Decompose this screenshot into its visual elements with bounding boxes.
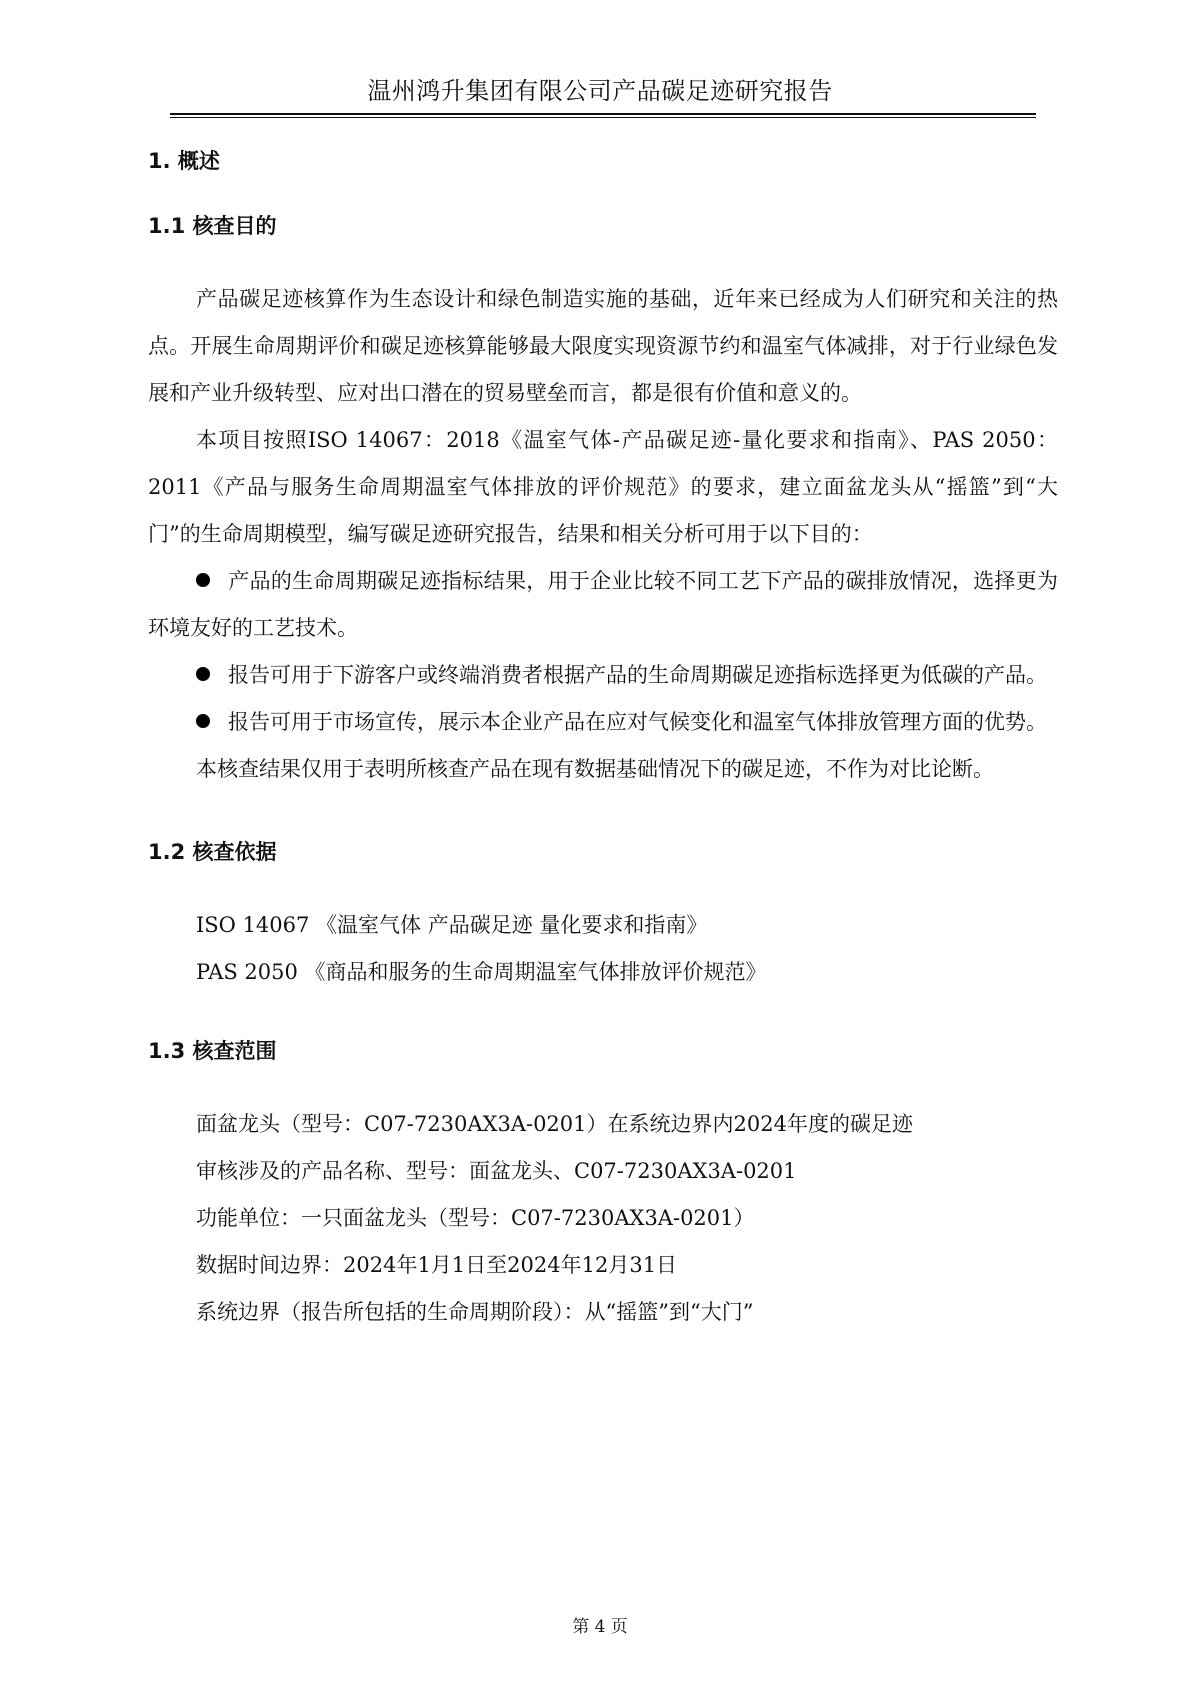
section-1-1-heading: 1.1 核查目的	[148, 214, 277, 238]
bullet-dot-icon	[196, 573, 210, 587]
page-content	[148, 146, 1058, 1336]
section-1-2-heading: 1.2 核查依据	[148, 840, 277, 864]
scope-line-functional-unit: 功能单位：一只面盆龙头（型号：C07-7230AX3A-0201）	[196, 1206, 755, 1230]
page-number: 第 4 页	[572, 1617, 628, 1637]
bullet-dot-icon	[196, 667, 210, 681]
reference-iso-14067: ISO 14067 《温室气体 产品碳足迹 量化要求和指南》	[196, 913, 708, 937]
header-rule	[170, 113, 1036, 118]
purpose-closing-paragraph: 本核查结果仅用于表明所核查产品在现有数据基础情况下的碳足迹，不作为对比论断。	[196, 757, 994, 781]
purpose-bullet-2-text: 报告可用于下游客户或终端消费者根据产品的生命周期碳足迹指标选择更为低碳的产品。	[228, 663, 1047, 687]
scope-line-time-boundary: 数据时间边界：2024年1月1日至2024年12月31日	[196, 1253, 678, 1277]
scope-line-product: 面盆龙头（型号：C07-7230AX3A-0201）在系统边界内2024年度的碳足迹	[196, 1112, 913, 1136]
purpose-bullet-3-text: 报告可用于市场宣传，展示本企业产品在应对气候变化和温室气体排放管理方面的优势。	[228, 710, 1047, 734]
purpose-paragraph-2: 本项目按照ISO 14067：2018《温室气体-产品碳足迹-量化要求和指南》、PAS 2050：2011《产品与服务生命周期温室气体排放的评价规范》的要求，建立面盆龙头从“摇篮”到“大门”的生命周期模型，编写碳足迹研究报告，结果和相关分析可用于以下目的：	[148, 428, 1058, 546]
scope-line-model: 审核涉及的产品名称、型号：面盆龙头、C07-7230AX3A-0201	[196, 1159, 797, 1183]
purpose-bullet-1-text: 产品的生命周期碳足迹指标结果，用于企业比较不同工艺下产品的碳排放情况，选择更为环境友好的工艺技术。	[148, 569, 1058, 640]
purpose-bullet-3	[148, 699, 1058, 746]
scope-line-system-boundary: 系统边界（报告所包括的生命周期阶段）：从“摇篮”到“大门”	[196, 1300, 754, 1324]
section-1-3-heading: 1.3 核查范围	[148, 1039, 277, 1063]
purpose-paragraph-1: 产品碳足迹核算作为生态设计和绿色制造实施的基础，近年来已经成为人们研究和关注的热点。开展生命周期评价和碳足迹核算能够最大限度实现资源节约和温室气体减排，对于行业绿色发展和产业升级转型、应对出口潜在的贸易壁垒而言，都是很有价值和意义的。	[148, 287, 1058, 405]
section-1-heading: 1. 概述	[148, 149, 220, 173]
purpose-bullet-1	[148, 558, 1058, 652]
reference-pas-2050: PAS 2050 《商品和服务的生命周期温室气体排放评价规范》	[196, 960, 767, 984]
purpose-bullet-2	[148, 652, 1058, 699]
bullet-dot-icon	[196, 714, 210, 728]
report-header-title: 温州鸿升集团有限公司产品碳足迹研究报告	[367, 77, 833, 105]
